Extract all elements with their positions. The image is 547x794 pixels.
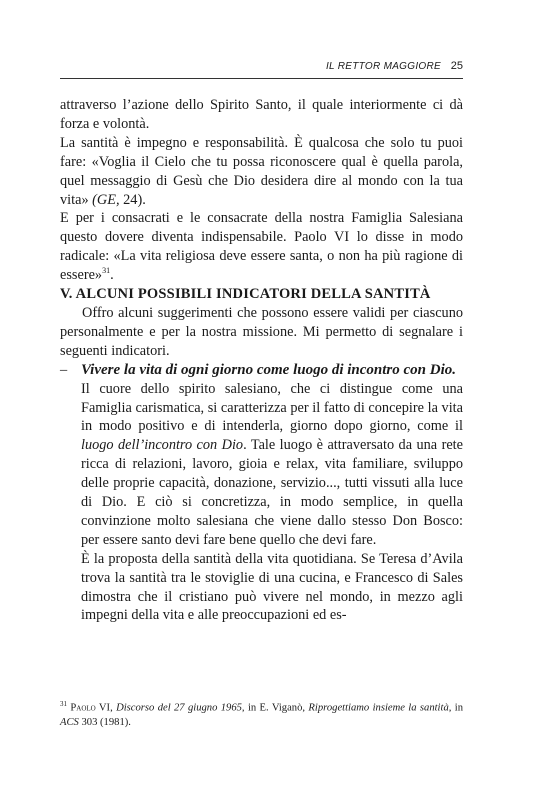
section-intro: Offro alcuni suggerimenti che possono essere validi per ciascuno personalmente e per la nostra missione. Mi permetto di segnalare i seguenti indicatori. <box>60 304 463 359</box>
bullet-heading <box>60 361 463 380</box>
paragraph: E per i consacrati e le consacrate della nostra Famiglia Salesiana questo dovere diventa indispensabile. Paolo VI lo disse in modo radicale: «La vita religiosa deve essere santa, o non ha più ragione di essere»$^{31}$. <box>60 210 463 284</box>
paragraph: attraverso l’azione dello Spirito Santo, il quale interiormente ci dà forza e volontà. <box>60 97 463 132</box>
footnote-author: Paolo <box>70 702 96 714</box>
bullet-title: Vivere la vita di ogni giorno come luogo di incontro con Dio. <box>81 361 457 378</box>
emphasis: luogo dell’incontro con Dio <box>81 437 244 454</box>
paragraph: È la proposta della santità della vita quotidiana. Se Teresa d’Avila trova la santità tra le stoviglie di una cucina, e Francesco di Sales dimostra che il cristiano può vivere nel mondo, in mezzo agli impegni della vita e alle preoccupazioni ed es- <box>81 550 463 624</box>
bullet-body <box>60 380 463 626</box>
section-title: V. ALCUNI POSSIBILI INDICATORI DELLA SANTITÀ <box>60 286 431 303</box>
footnote: $^{31}$ Paolo VI, Discorso del 27 giugno 1965, in E. Viganò, Riprogettiamo insieme la santità, in ACS 303 (1981). <box>60 700 464 728</box>
footnote-ref: 31 <box>102 266 111 276</box>
paragraph: La santità è impegno e responsabilità. È qualcosa che solo tu puoi fare: «Voglia il Cielo che tu possa riconoscere qual è quella parola, quel messaggio di Gesù che Dio desidera dire al mondo con la tua vita» (GE, 24). <box>60 134 463 208</box>
paragraph: Il cuore dello spirito salesiano, che ci distingue come una Famiglia carismatica, si caratterizza per il fatto di concepire la vita in modo positivo e di intenderla, giorno dopo giorno, come il luogo dell’incontro con Dio. Tale luogo è attraversato da una rete ricca di relazioni, lavoro, gioia e relax, vita familiare, sviluppo delle proprie capacità, donazione, servizio..., tutti vissuti alla luce di Dio. E ciò si concretizza, in modo semplice, in quella convinzione molto salesiana che viene dallo stesso Don Bosco: per essere santo devi fare bene quello che devi fare. <box>81 380 463 548</box>
page-body <box>60 96 463 625</box>
page-header <box>60 60 463 79</box>
reference: (GE, <box>92 191 120 208</box>
bullet-dash: – <box>60 361 68 378</box>
page-number: 25 <box>450 60 463 72</box>
footnote-number: 31 <box>60 700 67 708</box>
running-title: IL RETTOR MAGGIORE <box>325 61 441 72</box>
